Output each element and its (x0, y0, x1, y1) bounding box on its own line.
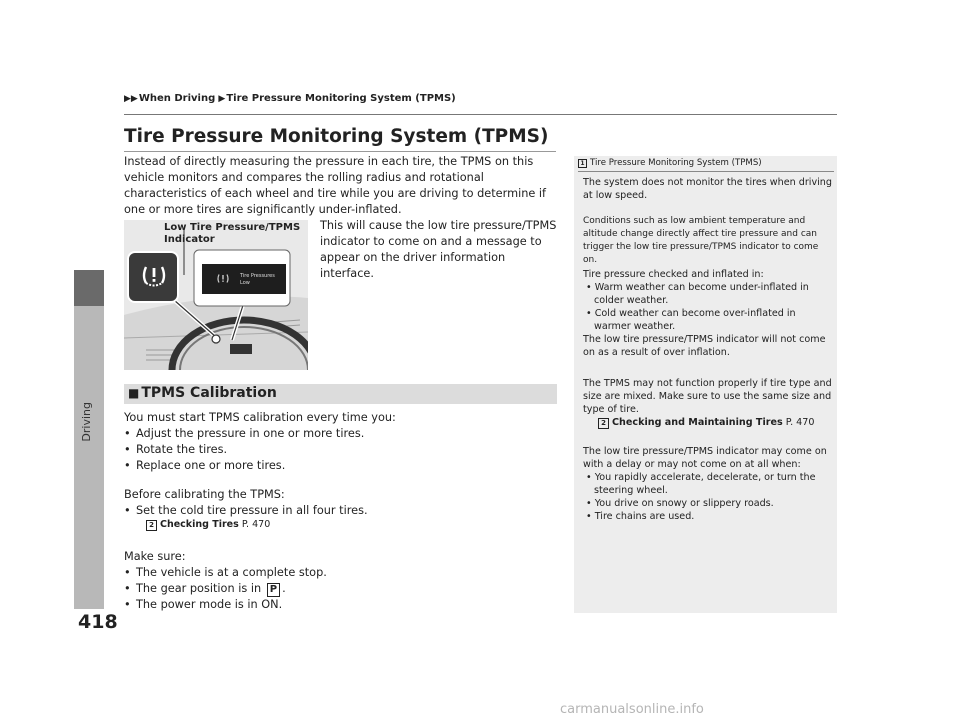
note-paragraph-3 (583, 268, 833, 359)
page-title: Tire Pressure Monitoring System (TPMS) (124, 126, 549, 147)
make-sure-list (124, 549, 556, 613)
section-heading (128, 385, 277, 401)
before-intro: Before calibrating the TPMS: (124, 488, 285, 501)
list-item: • Warm weather can become under-inflated in colder weather. (586, 282, 809, 306)
display-warning-icon (216, 271, 230, 285)
list-item: • Set the cold tire pressure in all four tires. (124, 504, 368, 517)
breadcrumb (124, 93, 456, 104)
list-item: • Replace one or more tires. (124, 459, 286, 472)
watermark: carmanualsonline.info (560, 702, 704, 717)
page-reference-icon: 2 (146, 520, 157, 531)
side-note-divider (578, 171, 834, 172)
section-heading-text: TPMS Calibration (141, 385, 277, 401)
note-paragraph-2: Conditions such as low ambient temperature and altitude change directly affect tire pressure and can trigger the low tire pressure/TPMS indicator to come on. (583, 216, 819, 265)
breadcrumb-item-when-driving[interactable]: When Driving (138, 93, 216, 104)
callout-label-line2: Indicator (164, 234, 215, 245)
make-sure-intro: Make sure: (124, 550, 186, 563)
list-item: • The gear position is in P . (124, 582, 286, 595)
checking-maintaining-tires-link[interactable]: 2 Checking and Maintaining Tires P. 470 (598, 417, 814, 429)
note-p3-intro: Tire pressure checked and inflated in: (583, 269, 764, 280)
arrow-icon: ▶ (215, 94, 226, 104)
intro-paragraph: Instead of directly measuring the pressure in each tire, the TPMS on this vehicle monitors and compares the rolling radius and rotational characteristics of each wheel and tire while you are driving to determine if one or more tires are significantly under-inflated. (124, 155, 547, 216)
title-divider (124, 151, 556, 152)
callout-label (164, 222, 300, 246)
list-item: • Adjust the pressure in one or more tires. (124, 427, 365, 440)
list-item: • Tire chains are used. (586, 511, 695, 522)
page-reference-icon: 2 (598, 418, 609, 429)
calibration-start-list (124, 410, 556, 474)
chapter-tab (74, 306, 104, 609)
list-item: • You rapidly accelerate, decelerate, or turn the steering wheel. (586, 472, 816, 496)
checking-tires-link[interactable]: 2 Checking Tires P. 470 (146, 519, 270, 531)
note-p3-after: The low tire pressure/TPMS indicator will not come on as a result of over inflation. (583, 334, 826, 358)
display-message (240, 273, 275, 287)
intro-paragraph-continued: This will cause the low tire pressure/TPMS indicator to come on and a message to appear on the driver information interface. (320, 219, 557, 280)
double-arrow-icon: ▶▶ (124, 94, 138, 104)
note-paragraph-5 (583, 445, 833, 523)
chapter-label: Driving (80, 402, 93, 442)
list-item: • Cold weather can become over-inflated in warmer weather. (586, 308, 796, 332)
breadcrumb-item-tpms[interactable]: Tire Pressure Monitoring System (TPMS) (226, 93, 456, 104)
gear-p-symbol: P (267, 583, 280, 597)
tpms-warning-icon (140, 262, 168, 290)
list-item: • Rotate the tires. (124, 443, 228, 456)
header-divider (124, 114, 837, 115)
callout-label-line1: Low Tire Pressure/TPMS (164, 222, 301, 233)
note-icon: 1 (578, 159, 587, 168)
list-item: • The power mode is in ON. (124, 598, 283, 611)
display-message-line2: Low (240, 280, 250, 286)
display-message-line1: Tire Pressures (240, 273, 275, 279)
note-paragraph-4: The TPMS may not function properly if tire type and size are mixed. Make sure to use the same size and type of tire. (583, 378, 832, 415)
list-item: • The vehicle is at a complete stop. (124, 566, 327, 579)
chapter-tab-marker (74, 270, 104, 306)
square-bullet-icon: ■ (128, 386, 140, 400)
start-intro: You must start TPMS calibration every time you: (124, 411, 396, 424)
side-note-header: 1 Tire Pressure Monitoring System (TPMS) (578, 158, 762, 168)
list-item: • You drive on snowy or slippery roads. (586, 498, 774, 509)
note-paragraph-1: The system does not monitor the tires when driving at low speed. (583, 177, 832, 201)
note-p5-intro: The low tire pressure/TPMS indicator may come on with a delay or may not come on at all when: (583, 446, 827, 470)
calibration-before-list (124, 487, 556, 519)
page-number: 418 (78, 611, 118, 633)
